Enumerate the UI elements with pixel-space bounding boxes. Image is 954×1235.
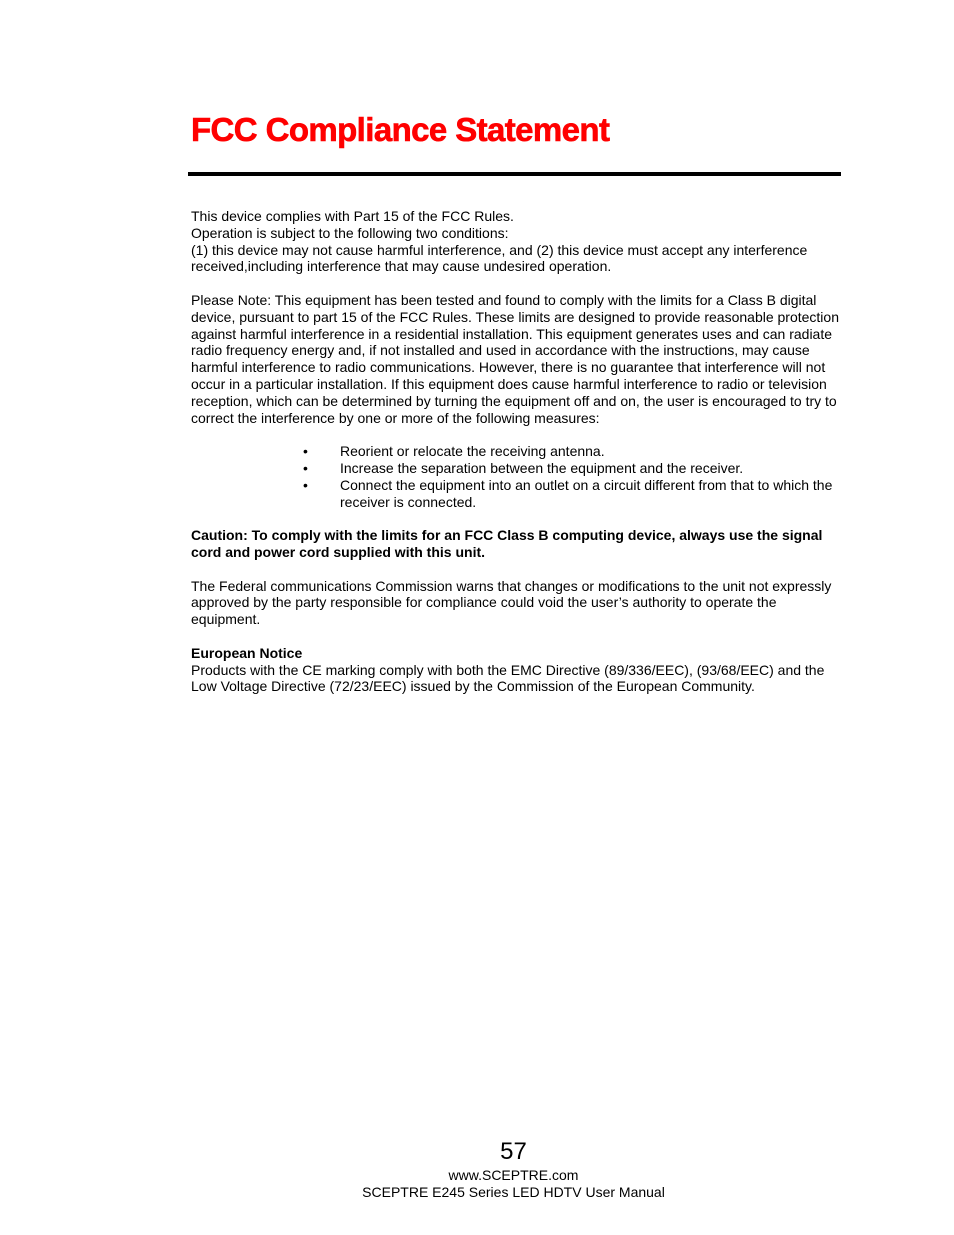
- bullet-icon: •: [303, 476, 308, 493]
- european-notice-heading: European Notice: [191, 644, 303, 661]
- footer-manual-title: SCEPTRE E245 Series LED HDTV User Manual: [362, 1184, 665, 1200]
- list-item-text: Reorient or relocate the receiving antenna.: [340, 443, 605, 460]
- european-notice-paragraph: Products with the CE marking comply with both the EMC Directive (89/336/EEC), (93/68/EEC) and the Low Voltage Directive (72/23/EEC) issued by the Commission of the European Community.: [191, 661, 825, 695]
- footer-website: www.SCEPTRE.com: [448, 1167, 579, 1183]
- page-number: 57: [500, 1138, 527, 1165]
- list-item: [191, 477, 841, 511]
- title-divider: [188, 172, 841, 176]
- conditions-intro: Operation is subject to the following two conditions:: [191, 224, 509, 241]
- conditions-paragraph: (1) this device may not cause harmful interference, and (2) this device must accept any interference received,including interference that may cause undesired operation.: [191, 241, 808, 275]
- fcc-warning-paragraph: The Federal communications Commission warns that changes or modifications to the unit not expressly approved by the party responsible for compliance could void the user’s authority to operate the equipment.: [191, 577, 832, 628]
- document-body: [191, 208, 841, 695]
- list-item: [191, 460, 841, 477]
- caution-paragraph: Caution: To comply with the limits for an FCC Class B computing device, always use the signal cord and power cord supplied with this unit.: [191, 527, 823, 560]
- list-item: [191, 443, 841, 460]
- list-item-text: Connect the equipment into an outlet on a circuit different from that to which the receiver is connected.: [340, 476, 833, 510]
- page-title: FCC Compliance Statement: [191, 111, 610, 148]
- compliance-paragraph: This device complies with Part 15 of the FCC Rules.: [191, 208, 514, 224]
- measures-list: [191, 443, 841, 510]
- bullet-icon: •: [303, 459, 308, 476]
- please-note-paragraph: Please Note: This equipment has been tested and found to comply with the limits for a Class B digital device, pursuant to part 15 of the FCC Rules. These limits are designed to provide reasonable protection against harmful interference in a residential installation. This equipment generates uses and can radiate radio frequency energy and, if not installed and used in accordance with the instructions, may cause harmful interference to radio communications. However, there is no guarantee that interference will not occur in a particular installation. If this equipment does cause harmful interference to radio or television reception, which can be determined by turning the equipment off and on, the user is encouraged to try to correct the interference by one or more of the following measures:: [191, 291, 839, 426]
- bullet-icon: •: [303, 443, 308, 460]
- list-item-text: Increase the separation between the equipment and the receiver.: [340, 459, 744, 476]
